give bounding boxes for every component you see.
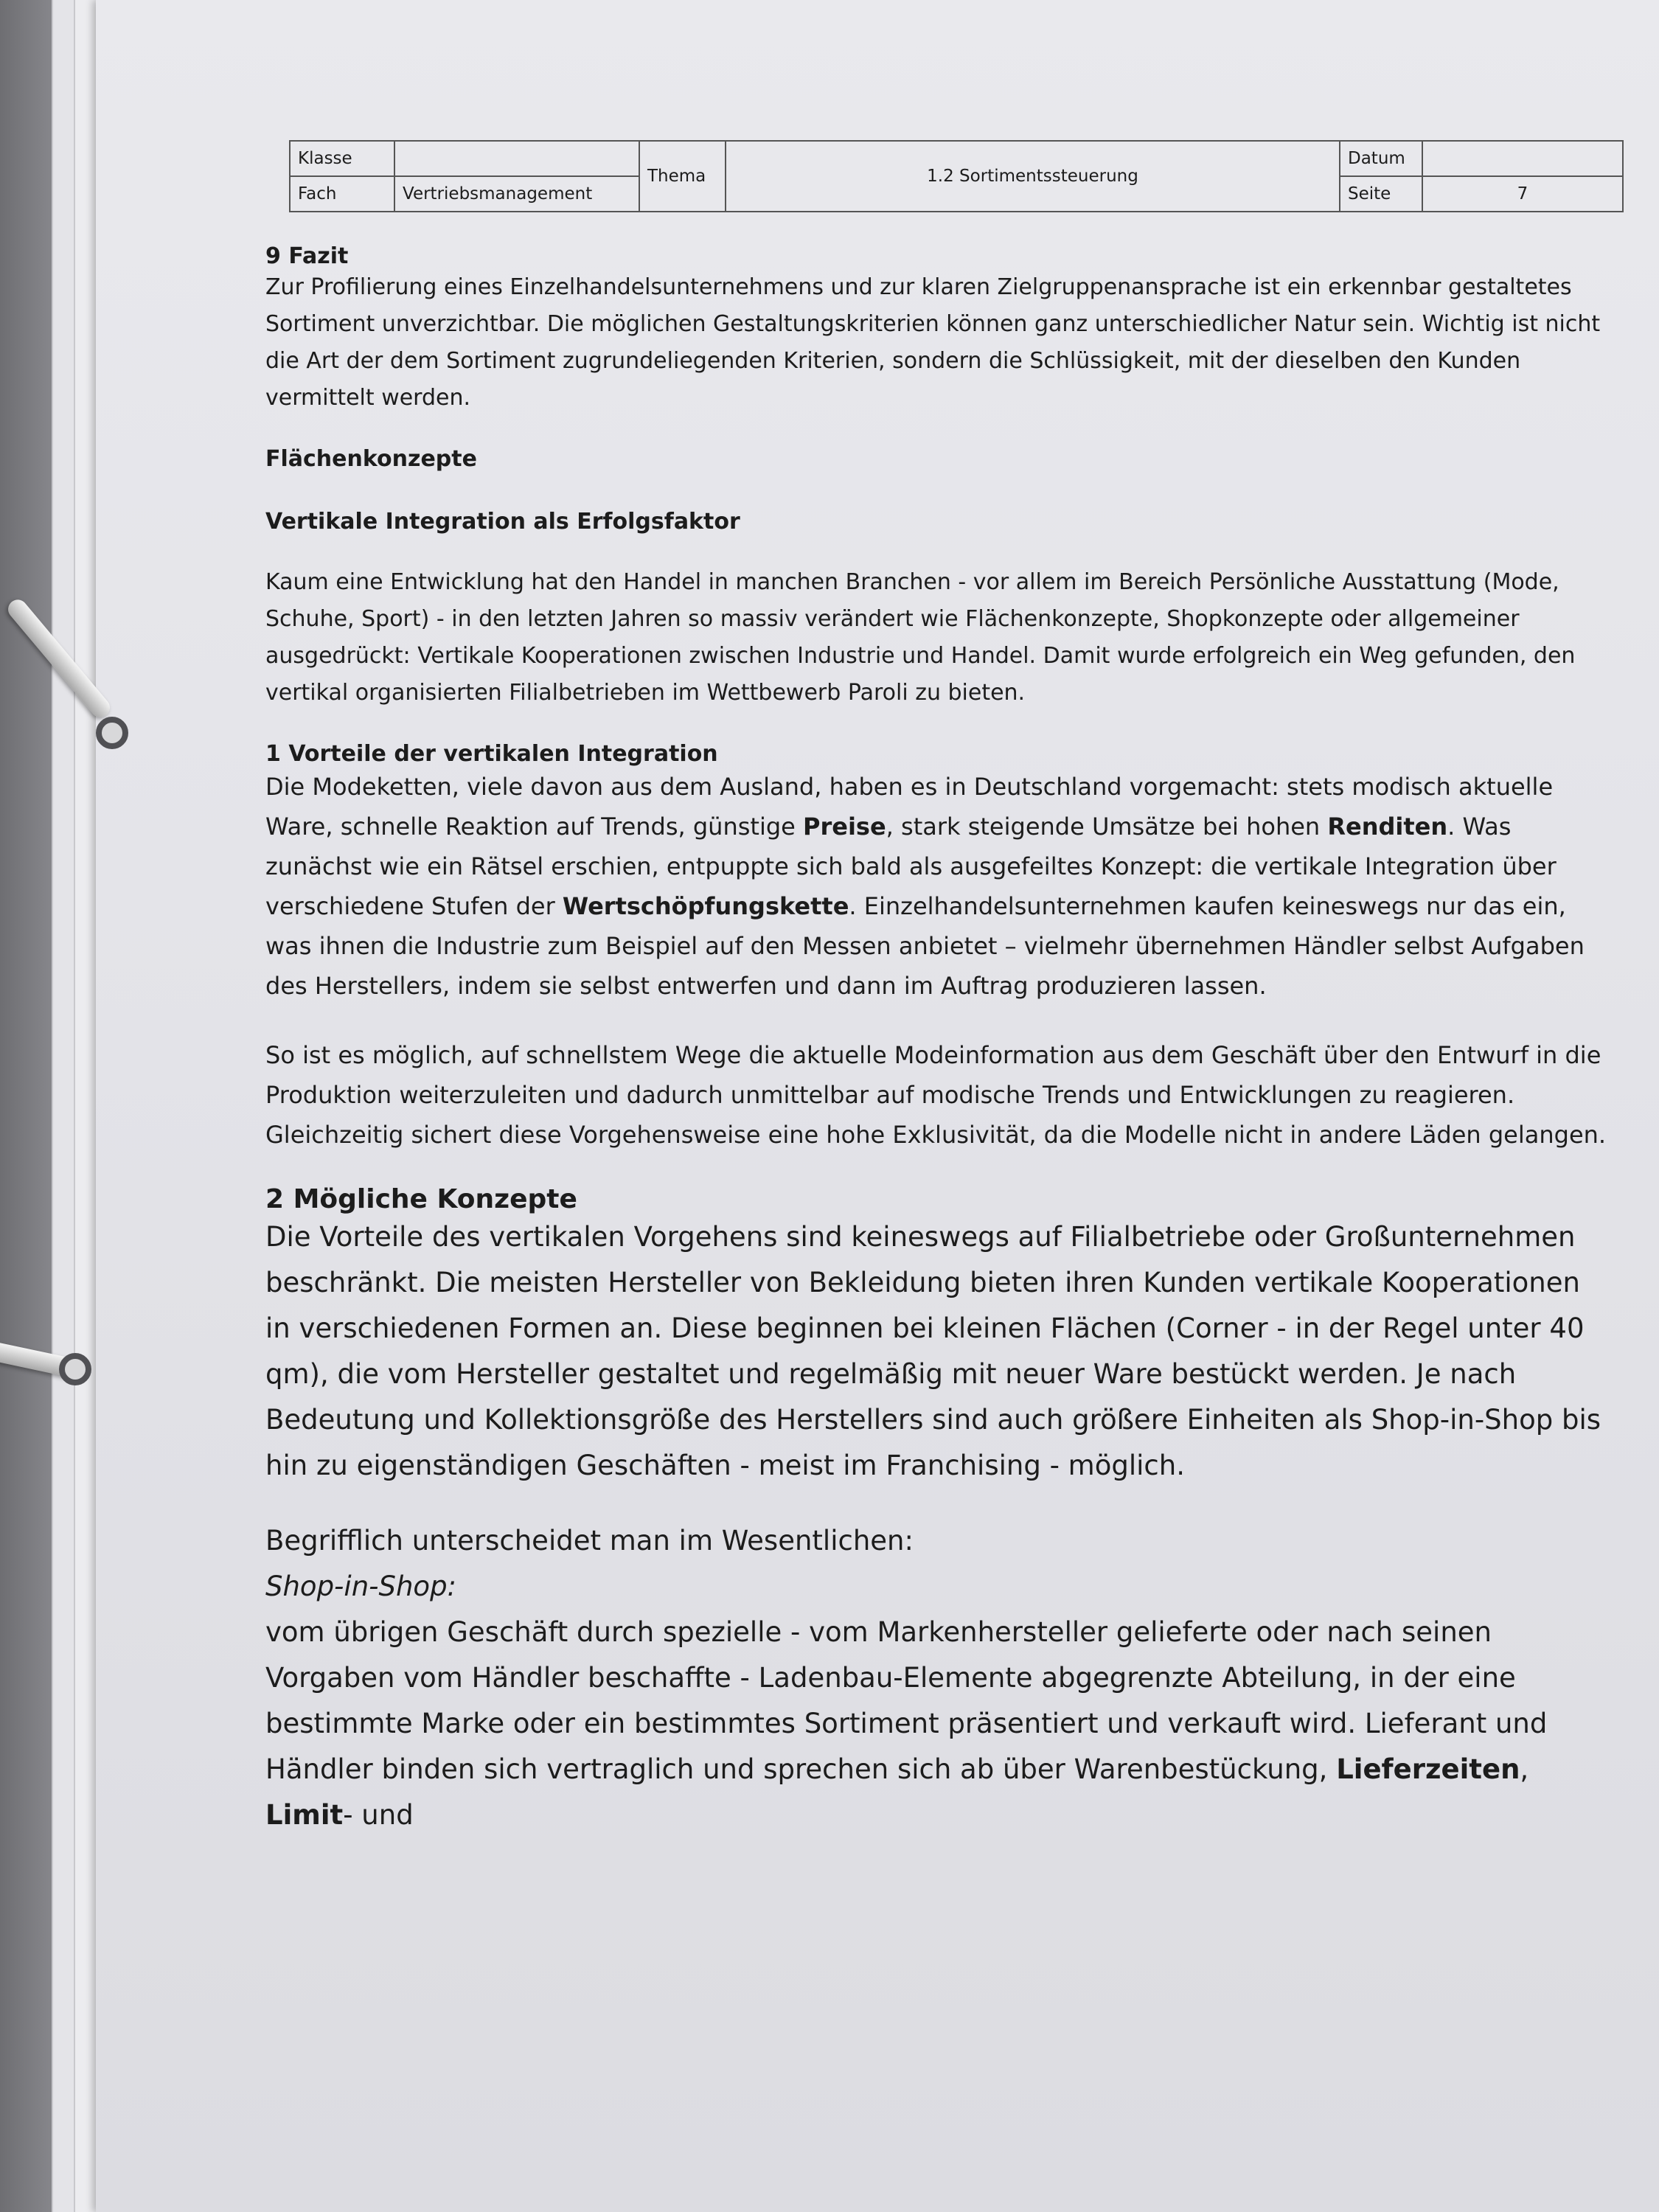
bold-term: Limit — [265, 1799, 344, 1831]
bold-term: Wertschöpfungskette — [562, 892, 849, 920]
fazit-section — [265, 243, 1607, 417]
page-content — [265, 243, 1607, 1838]
flaechen-section — [265, 446, 1607, 712]
text-run: Die Modeketten, viele davon aus dem Ausland, haben es in Deutschland vorgemacht: stets modisch aktuelle Ware, schnelle Reaktion auf Trends, günstige — [265, 773, 1554, 841]
fach-label: Fach — [290, 176, 394, 212]
text-run: . Was zunächst wie ein Rätsel erschien, entpuppte sich bald als ausgefeiltes Konzept: die vertikale Integration über verschiedene Stufen der — [265, 813, 1557, 920]
document-page — [96, 0, 1659, 2212]
binder-ring-end — [59, 1353, 91, 1385]
binder-ring-end — [96, 717, 128, 749]
thema-label: Thema — [639, 141, 726, 212]
text-run: , — [1520, 1753, 1529, 1785]
konzepte-paragraph: Die Vorteile des vertikalen Vorgehens sind keineswegs auf Filialbetriebe oder Großunternehmen beschränkt. Die meisten Hersteller von Bekleidung bieten ihren Kunden vertikale Kooperationen in verschiedenen Formen an. Diese beginnen bei kleinen Flächen (Corner - in der Regel unter 40 qm), die vom Hersteller gestaltet und regelmäßig mit neuer Ware bestückt werden. Je nach Bedeutung und Kollektionsgröße des Herstellers sind auch größere Einheiten als Shop-in-Shop bis hin zu eigenständigen Geschäften - meist im Franchising - möglich. — [265, 1221, 1601, 1481]
bold-term: Renditen — [1327, 813, 1448, 841]
flaechen-intro: Kaum eine Entwicklung hat den Handel in manchen Branchen - vor allem im Bereich Persönliche Ausstattung (Mode, Schuhe, Sport) - in den letzten Jahren so massiv verändert wie Flächenkonzepte, Shopkonzepte oder allgemeiner ausgedrückt: Vertikale Kooperationen zwischen Industrie und Handel. Damit wurde erfolgreich ein Weg gefunden, den vertikal organisierten Filialbetrieben im Wettbewerb Paroli zu bieten. — [265, 569, 1576, 706]
text-run: . Einzelhandelsunternehmen kaufen keineswegs nur das ein, was ihnen die Industrie zum Beispiel auf den Messen anbietet – vielmehr übernehmen Händler selbst Aufgaben des Herstellers, indem sie selbst entwerfen und dann im Auftrag produzieren lassen. — [265, 892, 1585, 1000]
fazit-heading: 9 Fazit — [265, 243, 349, 269]
bold-term: Lieferzeiten — [1336, 1753, 1520, 1785]
text-run: , stark steigende Umsätze bei hohen — [886, 813, 1328, 841]
datum-value — [1422, 141, 1623, 176]
konzepte-heading: 2 Mögliche Konzepte — [265, 1184, 577, 1214]
thema-value: 1.2 Sortimentssteuerung — [726, 141, 1340, 212]
header-table — [289, 140, 1624, 212]
datum-label: Datum — [1340, 141, 1422, 176]
klasse-value — [394, 141, 639, 176]
flaechen-heading: Flächenkonzepte — [265, 446, 477, 472]
klasse-label: Klasse — [290, 141, 394, 176]
shop-in-shop-term: Shop-in-Shop: — [265, 1571, 457, 1602]
vorteile-heading: 1 Vorteile der vertikalen Integration — [265, 741, 718, 767]
begriff-section — [265, 1518, 1607, 1838]
text-run: - und — [343, 1799, 414, 1831]
text-run: vom übrigen Geschäft durch spezielle - vom Markenhersteller gelieferte oder nach seinen Vorgaben vom Händler beschaffte - Ladenbau-Elemente abgegrenzte Abteilung, in der eine bestimmte Marke oder ein bestimmtes Sortiment präsentiert und verkauft wird. Lieferant und Händler binden sich vertraglich und sprechen sich ab über Warenbestückung, — [265, 1616, 1548, 1785]
konzepte-section — [265, 1184, 1607, 1489]
fach-value: Vertriebsmanagement — [394, 176, 639, 212]
shop-in-shop-definition — [265, 1610, 1607, 1838]
flaechen-subheading: Vertikale Integration als Erfolgsfaktor — [265, 509, 740, 535]
seite-value: 7 — [1422, 176, 1623, 212]
begriff-intro: Begrifflich unterscheidet man im Wesentlichen: — [265, 1525, 914, 1557]
fazit-paragraph: Zur Profilierung eines Einzelhandelsunternehmens und zur klaren Zielgruppenansprache ist ein erkennbar gestaltetes Sortiment unverzichtbar. Die möglichen Gestaltungskriterien können ganz unterschiedlicher Natur sein. Wichtig ist nicht die Art der dem Sortiment zugrundeliegenden Kriterien, sondern die Schlüssigkeit, mit der dieselben den Kunden vermittelt werden. — [265, 274, 1601, 411]
vorteile-section — [265, 741, 1607, 1155]
bold-term: Preise — [803, 813, 886, 841]
seite-label: Seite — [1340, 176, 1422, 212]
vorteile-paragraph-2: So ist es möglich, auf schnellstem Wege die aktuelle Modeinformation aus dem Geschäft über den Entwurf in die Produktion weiterzuleiten und dadurch unmittelbar auf modische Trends und Entwicklungen zu reagieren. Gleichzeitig sichert diese Vorgehensweise eine hohe Exklusivität, da die Modelle nicht in andere Läden gelangen. — [265, 1041, 1607, 1149]
vorteile-paragraph-1 — [265, 767, 1607, 1006]
